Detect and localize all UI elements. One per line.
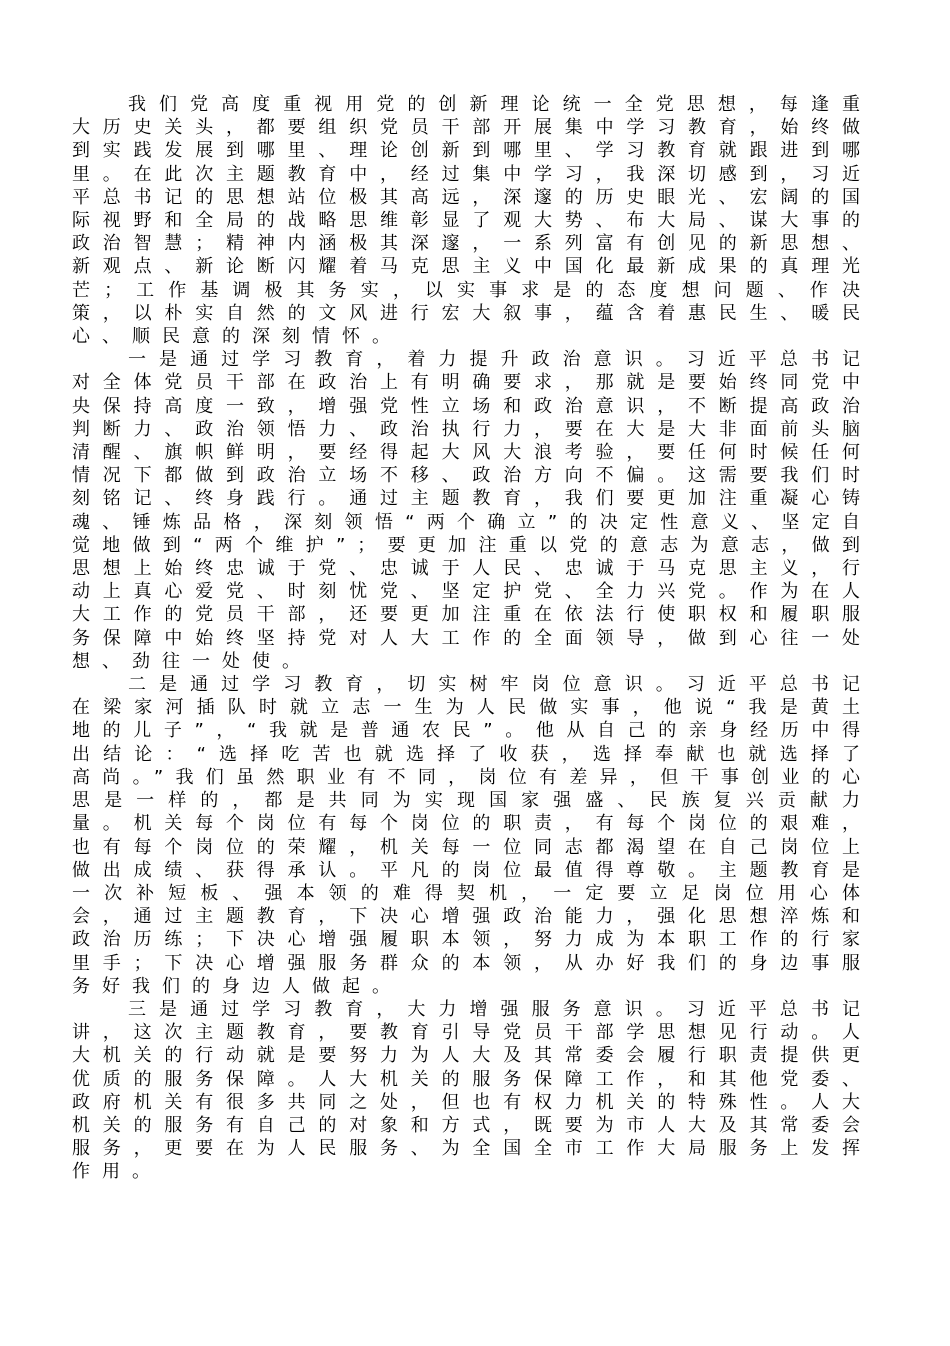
paragraph-intro: 我们党高度重视用党的创新理论统一全党思想，每逢重大历史关头，都要组织党员干部开展集中学习教育，始终做到实践发展到哪里、理论创新到哪里、学习教育就跟进到哪里。在此次主题教育中，经过集中学习，我深切感到，习近平总书记的思想站位极其高远，深邃的历史眼光、宏阔的国际视野和全局的战略思维彰显了观大势、布大局、谋大事的政治智慧；精神内涵极其深邃，一系列富有创见的新思想、新观点、新论断闪耀着马克思主义中国化最新成果的真理光芒；工作基调极其务实，以实事求是的态度想问题、作决策，以朴实自然的文风进行宏大叙事，蕴含着惠民生、暖民心、顺民意的深刻情怀。 [72,94,872,348]
document-body [72,93,872,1184]
paragraph-political-awareness: 一是通过学习教育，着力提升政治意识。习近平总书记对全体党员干部在政治上有明确要求，那就是要始终同党中央保持高度一致，增强党性立场和政治意识，不断提高政治判断力、政治领悟力、政治执行力，要在大是大非面前头脑清醒、旗帜鲜明，要经得起大风大浪考验，要任何时候任何情况下都做到政治立场不移、政治方向不偏。这需要我们时刻铭记、终身践行。通过主题教育，我们要更加注重凝心铸魂、锤炼品格，深刻领悟“两个确立”的决定性意义、坚定自觉地做到“两个维护”；要更加注重以党的意志为意志，做到思想上始终忠诚于党、忠诚于人民、忠诚于马克思主义，行动上真心爱党、时刻忧党、坚定护党、全力兴党。作为在人大工作的党员干部，还要更加注重在依法行使职权和履职服务保障中始终坚持党对人大工作的全面领导，做到心往一处想、劲往一处使。 [72,349,872,672]
paragraph-service-awareness: 三是通过学习教育，大力增强服务意识。习近平总书记讲，这次主题教育，要教育引导党员干部学思想见行动。人大机关的行动就是要努力为人大及其常委会履行职责提供更优质的服务保障。人大机关的服务保障工作，和其他党委、政府机关有很多共同之处，但也有权力机关的特殊性。人大机关的服务有自己的对象和方式，既要为市人大及其常委会服务，更要在为人民服务、为全国全市工作大局服务上发挥作用。 [72,998,872,1183]
paragraph-post-awareness: 二是通过学习教育，切实树牢岗位意识。习近平总书记在梁家河插队时就立志一生为人民做实事，他说“我是黄土地的儿子”，“我就是普通农民”。他从自己的亲身经历中得出结论：“选择吃苦也就选择了收获，选择奉献也就选择了高尚。”我们虽然职业有不同，岗位有差异，但干事创业的心思是一样的，都是共同为实现国家强盛、民族复兴贡献力量。机关每个岗位有每个岗位的职责，有每个岗位的艰难，也有每个岗位的荣耀，机关每一位同志都渴望在自己岗位上做出成绩、获得承认。平凡的岗位最值得尊敬。主题教育是一次补短板、强本领的难得契机，一定要立足岗位用心体会，通过主题教育，下决心增强政治能力，强化思想淬炼和政治历练；下决心增强履职本领，努力成为本职工作的行家里手；下决心增强服务群众的本领，从办好我们的身边事服务好我们的身边人做起。 [72,674,872,997]
